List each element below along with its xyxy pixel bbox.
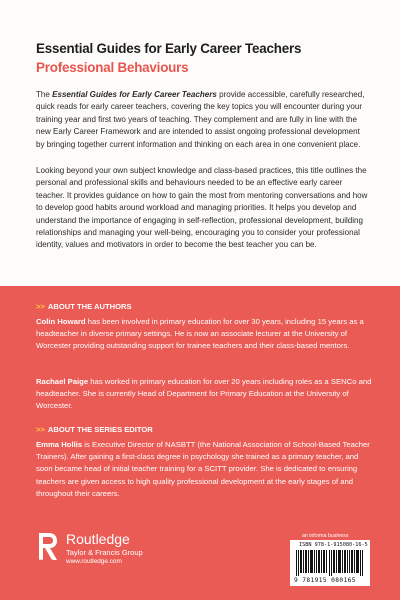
authors-heading <box>36 302 132 311</box>
series-title: Essential Guides for Early Career Teachers <box>36 41 302 56</box>
isbn-text: ISBN 978-1-915080-16-5 <box>299 542 368 548</box>
description-lead: The <box>36 90 53 99</box>
series-editor-heading <box>36 425 153 434</box>
author-bio-text: has been involved in primary education for over 30 years, including 15 years as a headteacher in diverse primary settings. He is now an associate lecturer at the University of Worcester providing outstanding support for trainee teachers and their class-based mentors. <box>36 317 364 351</box>
editor-bio-text: is Executive Director of NASBTT (the National Association of School-Based Teacher Trainers). After gaining a first-class degree in psychology she trained as a primary teacher, and soon became head of initial teacher training for a SCITT provider. She is dedicated to ensuring teachers are given access to high quality professional development at the early stages of and throughout their careers. <box>36 440 370 498</box>
publisher-group: Taylor & Francis Group <box>66 548 143 557</box>
barcode-bars <box>296 550 364 576</box>
description-text: provide accessible, carefully researched, quick reads for early career teachers, covering the key topics you will encounter during your training year and first two years of teaching. They complement and are fully in line with the new Early Career Framework and are intended to assist ongoing professional development by bringing together current information and thinking on each area in one convenient place. <box>36 90 365 149</box>
series-name-emphasis: Essential Guides for Early Career Teachers <box>52 90 217 99</box>
publisher-name: Routledge <box>66 531 130 547</box>
chevron-right-icon: >> <box>36 425 45 434</box>
author-bio-rachael-paige <box>36 376 372 413</box>
author-name: Rachael Paige <box>36 377 89 386</box>
barcode <box>290 540 370 586</box>
series-editor-heading-label: ABOUT THE SERIES EDITOR <box>47 425 153 434</box>
series-description <box>36 89 370 151</box>
routledge-logo-icon <box>36 531 59 562</box>
author-name: Colin Howard <box>36 317 86 326</box>
series-editor-bio <box>36 439 372 500</box>
author-bio-colin-howard <box>36 316 372 353</box>
barcode-digits: 9 781915 080165 <box>294 577 356 584</box>
editor-name: Emma Hollis <box>36 440 83 449</box>
publisher-url: www.routledge.com <box>66 558 122 565</box>
book-title: Professional Behaviours <box>36 60 189 75</box>
book-description: Looking beyond your own subject knowledge and class-based practices, this title outlines the personal and professional skills and behaviours needed to be an effective early career teacher. It provides guidance on how to gain the most from mentoring conversations and how to develop good habits around workload and managing priorities. It helps you develop and understand the importance of engaging in self-reflection, professional development, building relationships and managing your well-being, encouraging you to consider your professional identity, values and motivators in order to become the best teacher you can be. <box>36 166 368 250</box>
authors-heading-label: ABOUT THE AUTHORS <box>47 302 132 311</box>
chevron-right-icon: >> <box>36 302 45 311</box>
logo-wordmark: ROUTLEDGE <box>37 559 54 562</box>
description-area <box>0 0 400 286</box>
informa-tagline: an informa business <box>302 533 349 539</box>
author-bio-text: has worked in primary education for over 20 years including roles as a SENCo and headteacher. She is currently Head of Department for Primary Education at the University of Worcester. <box>36 377 372 411</box>
